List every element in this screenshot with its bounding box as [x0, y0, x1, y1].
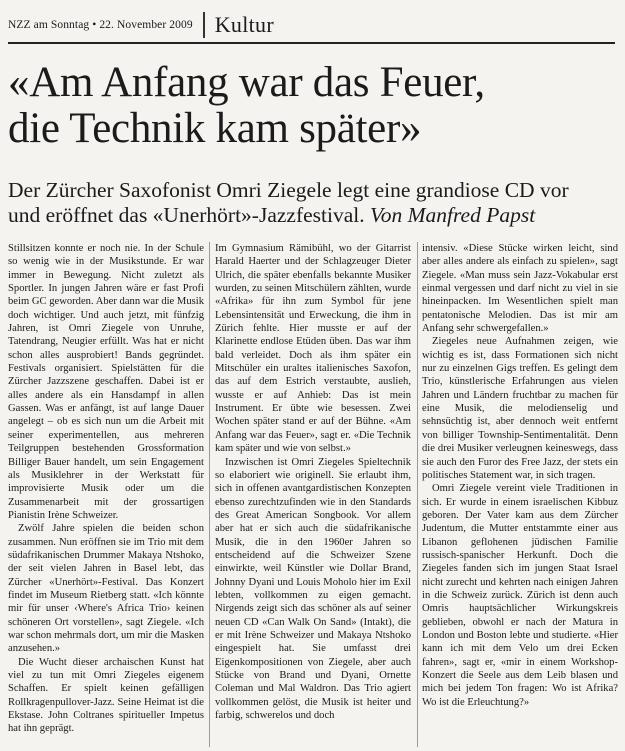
deck-text: und eröffnet das «Unerhört»-Jazzfestival.: [8, 203, 365, 227]
paragraph: Die Wucht dieser archaischen Kunst hat viel zu tun mit Omri Ziegeles eigenem Schaffen. Er spielt keinen gefälligen Rollkragenpullover-Jazz. Seine Heimat ist die Ekstase. John Coltranes spiritueller Impetus hat ihn geprägt.: [8, 656, 204, 735]
deck-line-2: [8, 203, 620, 228]
headline-line-1: «Am Anfang war das Feuer,: [8, 59, 485, 106]
masthead-divider: [203, 12, 205, 38]
byline: Von Manfred Papst: [369, 203, 536, 227]
paragraph: Stillsitzen konnte er noch nie. In der Schule so wenig wie in der Musikstunde. Er war immer in Bewegung. Nicht zuletzt als Sportler. In jungen Jahren wäre er fast Profi beim GC geworden. Aber dann war die Musik doch wichtiger. Und auch jetzt, mit fünfzig Jahren, ist Omri Ziegele von Unruhe, Tatendrang, Neugier erfüllt. Was hat er nicht schon alles ausprobiert! Bands gegründet. Festivals organisiert. Spielstätten für die Zürcher Jazzszene geschaffen. Dabei ist er alles andere als ein Hansdampf in allen Gassen. Was er anfängt, ist auf lange Dauer angelegt – ob es sich nun um die Arbeit mit seiner experimentellen, aus mehreren Teilgruppen bestehenden Grossformation Billiger Bauer handelt, um sein Engagement als Musiklehrer in der Werkstatt für improvisierte Musik oder um die Zusammenarbeit mit der grossartigen Pianistin Irène Schweizer.: [8, 243, 204, 521]
masthead-rule: [8, 42, 615, 44]
article-column-1: [8, 242, 204, 747]
masthead: [8, 8, 615, 42]
column-divider: [209, 242, 210, 747]
deck: [8, 178, 620, 228]
paragraph: Ziegeles neue Aufnahmen zeigen, wie wichtig es ist, dass Formationen sich nicht nur zu einzelnen Gigs treffen. Es gelingt dem Trio, künstlerische Erfahrungen aus vielen Jahren und Ländern fruchtbar zu machen für eine Musik, die melodienselig und sehnsüchtig ist, aber dennoch weit entfernt von billiger Township-Sentimentalität. Denn die drei Musiker verleugnen keineswegs, dass sie auch den Furor des Free Jazz, der stets ein politisches Statement war, in sich tragen.: [422, 336, 618, 481]
paragraph: intensiv. «Diese Stücke wirken leicht, sind aber alles andere als einfach zu spielen», sagt Ziegele. «Man muss sein Jazz-Vokabular erst einmal vergessen und darf nicht zu viel in sie hineinpacken. Im Wesentlichen spielt man pentatonische Melodien. Das ist mir am Anfang sehr schwergefallen.»: [422, 243, 618, 335]
issue-date-line: NZZ am Sonntag • 22. November 2009: [8, 19, 193, 31]
headline: [8, 60, 618, 152]
article-column-3: [422, 242, 618, 747]
article-column-2: [215, 242, 411, 747]
paragraph: Inzwischen ist Omri Ziegeles Spieltechnik so elaboriert wie originell. Sie erlaubt ihm, sich in offenen avantgardistischen Konzepten ebenso zurechtzufinden wie in den Standards des Great American Songbook. Vor allem aber hat er sich auch die südafrikanische Musik, die in den 1960er Jahren so entscheidend auf die Schweizer Szene einwirkte, weil Künstler wie Dollar Brand, Johnny Dyani und Louis Moholo hier im Exil lebten, vollkommen zu eigen gemacht. Nirgends zeigt sich das schöner als auf seiner neuen CD «Can Walk On Sand» (Intakt), die er mit Irène Schweizer und Makaya Ntshoko eingespielt hat. Sie umfasst drei Eigenkompositionen von Ziegele, aber auch Stücke von Brand und Dyani, Ornette Coleman und Mal Waldron. Das Trio agiert vollkommen gelöst, die Musik ist heiter und farbig, schwerelos und doch: [215, 456, 411, 722]
paragraph: Zwölf Jahre spielen die beiden schon zusammen. Nun eröffnen sie im Trio mit dem südafrikanischen Drummer Makaya Ntshoko, der seit vielen Jahren in Basel lebt, das Zürcher «Unerhört»-Festival. Das Konzert findet im Museum Rietberg statt. «Ich könnte mir für unser ‹Where's Africa Trio› keinen schöneren Ort vorstellen», sagt Ziegele. «Ich war schon mehrmals dort, um mir die Masken anzusehen.»: [8, 523, 204, 655]
headline-line-2: die Technik kam später»: [8, 105, 422, 152]
paragraph: Omri Ziegele vereint viele Traditionen in sich. Er wurde in einem israelischen Kibbuz geboren. Der Vater kam aus dem Zürcher Judentum, die Mutter entstammte einer aus Libanon geflohenen jüdischen Familie russisch-spanischer Herkunft. Doch die Ziegeles fanden sich im jungen Staat Israel nicht zurecht und kehrten nach einigen Jahren in die Schweiz zurück. Zürich ist denn auch Omris hauptsächlicher Wirkungskreis geblieben, obwohl er nach der Matura in London und Boston lebte und studierte. «Hier kann ich mit dem Velo um drei Ecken fahren», sagt er, «mir in einem Workshop-Konzert die Seele aus dem Leib blasen und mich bei jedem Ton fragen: Wo ist Afrika? Wo ist die Erleuchtung?»: [422, 483, 618, 708]
article-body: [8, 242, 620, 747]
column-divider: [417, 242, 418, 747]
section-title: Kultur: [214, 12, 274, 37]
paragraph: Im Gymnasium Rämibühl, wo der Gitarrist Harald Haerter und der Schlagzeuger Dieter Ulrich, die später ebenfalls bekannte Musiker wurden, zu seinen Mitschülern zählten, wurde «Afrika» für ihn zum Symbol für jene Lebensintensität und Erweckung, die ihm in Zürich fehlte. Hier musste er auf der Klarinette endlose Etüden üben. Das war ihm bald verleidet. Doch als ihm später ein Mitschüler ein uraltes italienisches Saxofon, das auf dem Estrich verstaubte, auslieh, wusste er auf Anhieb: Das ist mein Instrument. Er übte wie besessen. Zwei Wochen später stand er auf der Bühne. «Am Anfang war das Feuer», sagt er. «Die Technik kam später und wie von selbst.»: [215, 243, 411, 455]
deck-line-1: Der Zürcher Saxofonist Omri Ziegele legt eine grandiose CD vor: [8, 178, 569, 202]
